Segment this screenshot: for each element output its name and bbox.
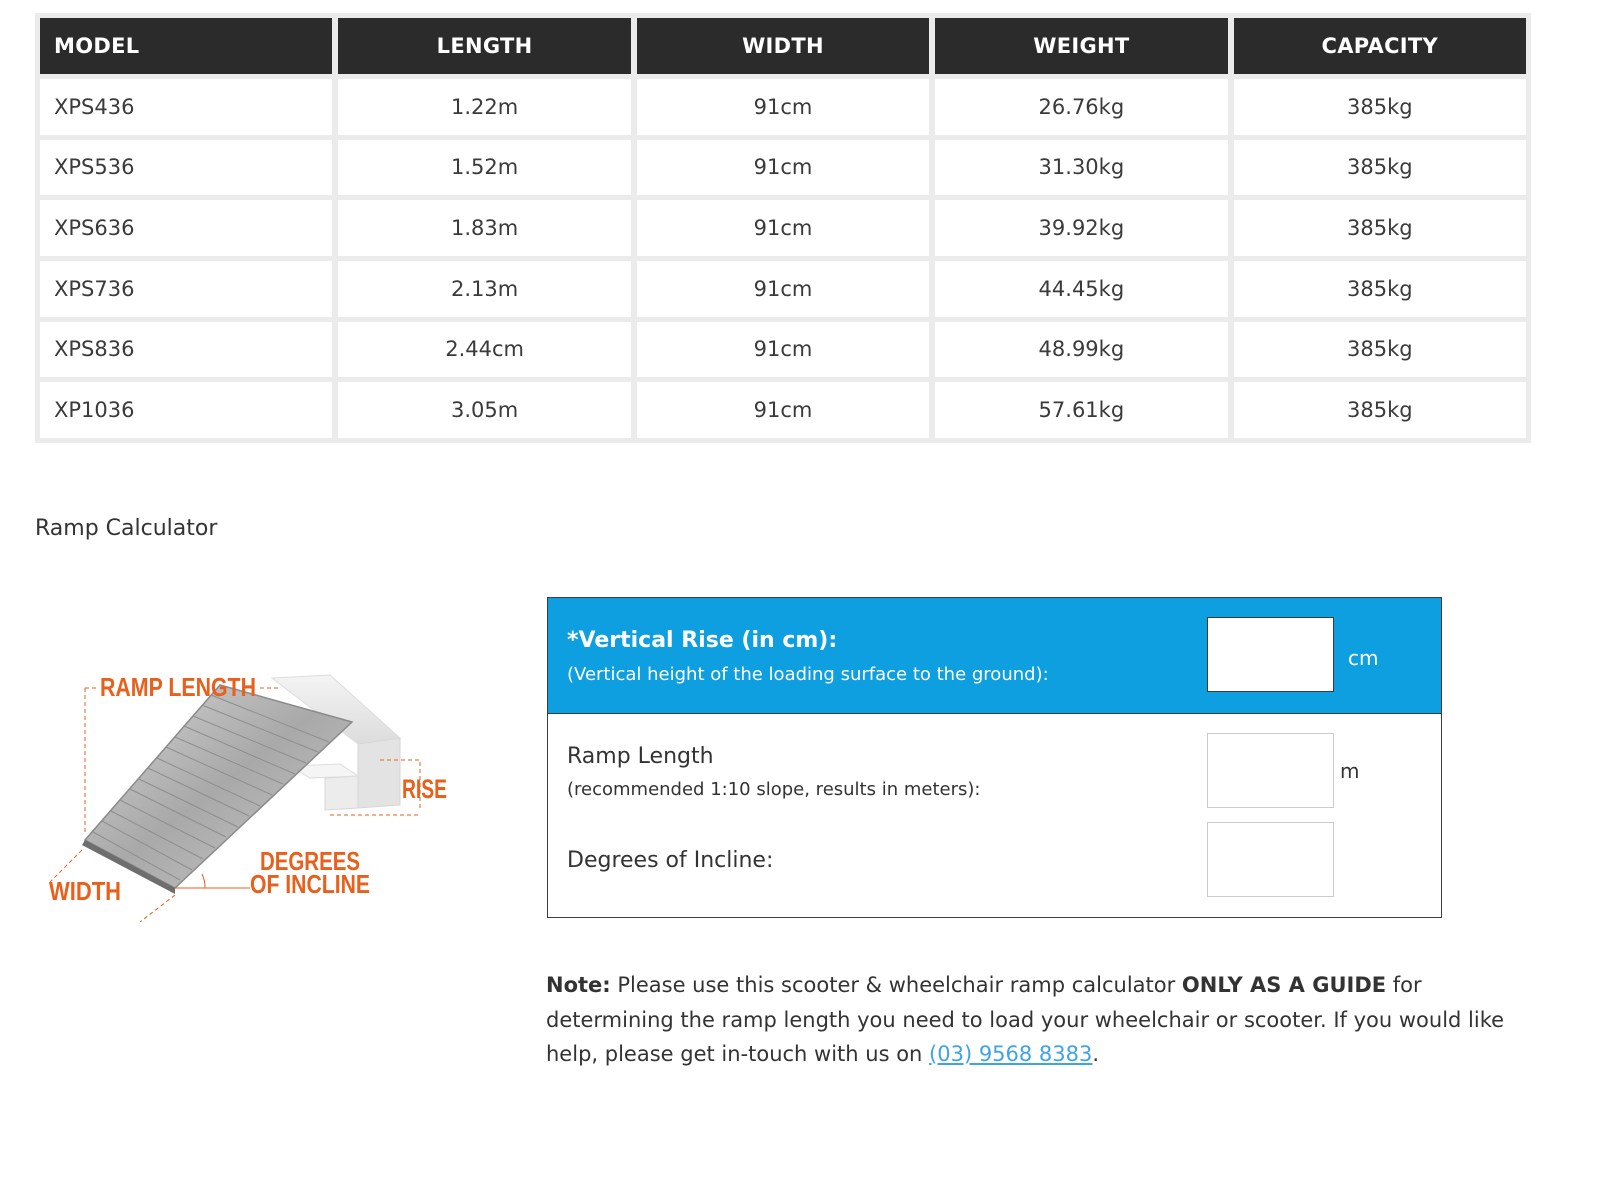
degrees-label-line1: DEGREES — [260, 846, 360, 876]
cell-width: 91cm — [637, 140, 929, 196]
degrees-label-line2: OF INCLINE — [250, 869, 370, 899]
calculator-heading: Ramp Calculator — [35, 516, 218, 541]
cell-capacity: 385kg — [1234, 140, 1526, 196]
ramp-length-label: RAMP LENGTH — [100, 672, 256, 702]
cell-capacity: 385kg — [1234, 322, 1526, 378]
cell-weight: 39.92kg — [935, 200, 1227, 256]
vertical-rise-row — [548, 598, 1441, 714]
cell-model: XPS536 — [40, 140, 332, 196]
spec-table — [35, 13, 1531, 443]
table-row — [40, 200, 1526, 256]
table-row — [40, 79, 1526, 135]
note-emphasis: ONLY AS A GUIDE — [1181, 973, 1387, 997]
note-text-1: Please use this scooter & wheelchair ramp calculator — [610, 973, 1182, 997]
vertical-rise-help-text: (Vertical height of the loading surface to the ground): — [567, 664, 1049, 685]
cell-length: 2.44cm — [338, 322, 630, 378]
column-header-length: LENGTH — [338, 18, 630, 74]
degrees-of-incline-output[interactable] — [1207, 822, 1334, 897]
ramp-length-output[interactable] — [1207, 733, 1334, 808]
cell-model: XPS436 — [40, 79, 332, 135]
vertical-rise-unit: cm — [1348, 646, 1379, 670]
column-header-width: WIDTH — [637, 18, 929, 74]
cell-weight: 48.99kg — [935, 322, 1227, 378]
cell-capacity: 385kg — [1234, 200, 1526, 256]
ramp-length-field-label: Ramp Length — [567, 744, 714, 769]
cell-length: 1.22m — [338, 79, 630, 135]
cell-length: 3.05m — [338, 382, 630, 438]
cell-weight: 26.76kg — [935, 79, 1227, 135]
vertical-rise-input[interactable] — [1207, 617, 1334, 692]
column-header-capacity: CAPACITY — [1234, 18, 1526, 74]
vertical-rise-label: *Vertical Rise (in cm): — [567, 628, 838, 653]
table-row — [40, 382, 1526, 438]
ramp-calculator-form — [547, 597, 1442, 918]
width-label: WIDTH — [49, 876, 121, 906]
cell-width: 91cm — [637, 200, 929, 256]
cell-length: 2.13m — [338, 261, 630, 317]
table-row — [40, 140, 1526, 196]
note-prefix: Note: — [546, 973, 611, 997]
note-suffix: . — [1092, 1042, 1100, 1066]
column-header-model: MODEL — [40, 18, 332, 74]
ramp-length-help-text: (recommended 1:10 slope, results in meters): — [567, 779, 981, 800]
cell-length: 1.83m — [338, 200, 630, 256]
ramp-length-unit: m — [1340, 759, 1360, 783]
cell-width: 91cm — [637, 261, 929, 317]
rise-label: RISE — [402, 774, 447, 804]
cell-width: 91cm — [637, 322, 929, 378]
cell-model: XPS736 — [40, 261, 332, 317]
column-header-weight: WEIGHT — [935, 18, 1227, 74]
cell-capacity: 385kg — [1234, 261, 1526, 317]
table-row — [40, 322, 1526, 378]
cell-model: XPS836 — [40, 322, 332, 378]
ramp-diagram-image — [40, 660, 470, 930]
cell-weight: 31.30kg — [935, 140, 1227, 196]
cell-capacity: 385kg — [1234, 382, 1526, 438]
note-text-2: for determining the ramp length you need to load your wheelchair or scooter. If you would like help, please get in-touch with us on — [546, 973, 1505, 1066]
cell-length: 1.52m — [338, 140, 630, 196]
cell-capacity: 385kg — [1234, 79, 1526, 135]
calculator-note — [546, 968, 1536, 1072]
cell-width: 91cm — [637, 79, 929, 135]
table-row — [40, 261, 1526, 317]
cell-model: XPS636 — [40, 200, 332, 256]
phone-link[interactable]: (03) 9568 8383 — [929, 1042, 1093, 1066]
degrees-of-incline-label: Degrees of Incline: — [567, 848, 774, 873]
cell-model: XP1036 — [40, 382, 332, 438]
cell-weight: 44.45kg — [935, 261, 1227, 317]
cell-weight: 57.61kg — [935, 382, 1227, 438]
cell-width: 91cm — [637, 382, 929, 438]
table-header-row — [40, 18, 1526, 74]
